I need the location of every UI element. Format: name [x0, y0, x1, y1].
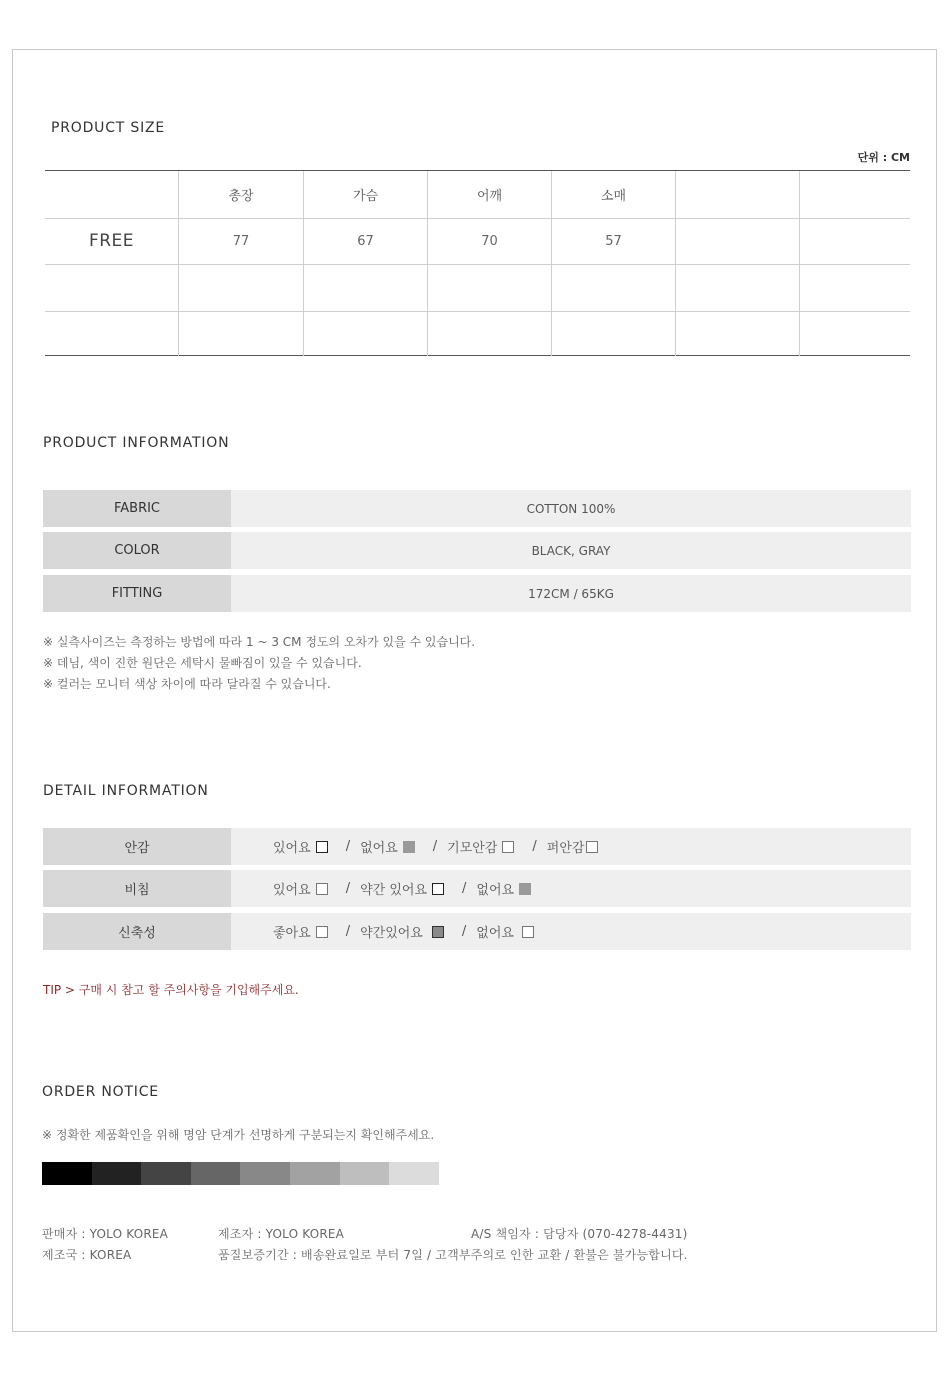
checkbox-unchecked[interactable] [586, 841, 598, 853]
table-cell [427, 311, 551, 356]
grayscale-swatch [42, 1162, 92, 1185]
option-item [447, 837, 514, 856]
table-row [45, 264, 910, 312]
footer-as-contact: A/S 책임자 : 담당자 (070-4278-4431) [471, 1227, 688, 1241]
order-notice-text: ※ 정확한 제품확인을 위해 명암 단계가 선명하게 구분되는지 확인해주세요. [42, 1128, 435, 1142]
option-separator: / [462, 881, 467, 896]
option-text: 있어요 [273, 883, 311, 898]
detail-row-lining [43, 828, 911, 865]
table-cell [799, 311, 910, 356]
detail-row-sheerness [43, 870, 911, 907]
note-measurement: ※ 실측사이즈는 측정하는 방법에 따라 1 ~ 3 CM 정도의 오차가 있을 수 있습니다. [43, 635, 476, 649]
option-separator: / [532, 839, 537, 854]
grayscale-swatch [141, 1162, 191, 1185]
note-color: ※ 컬러는 모니터 색상 차이에 따라 달라질 수 있습니다. [43, 677, 331, 691]
table-header-cell [799, 171, 910, 218]
table-cell [675, 311, 799, 356]
option-text: 없어요 [476, 883, 515, 898]
info-label: FITTING [43, 575, 231, 612]
table-cell: 57 [551, 218, 675, 264]
grayscale-swatch [191, 1162, 241, 1185]
table-cell [303, 264, 427, 311]
checkbox-unchecked[interactable] [432, 883, 444, 895]
detail-options [273, 828, 598, 865]
option-item [273, 922, 328, 941]
table-cell [45, 311, 178, 356]
footer-warranty: 품질보증기간 : 배송완료일로 부터 7일 / 고객부주의로 인한 교환 / 환불은 불가능합니다. [218, 1248, 688, 1262]
table-cell [303, 311, 427, 356]
size-unit-label: 단위 : CM [857, 151, 910, 164]
option-item [360, 837, 415, 856]
checkbox-checked[interactable] [403, 841, 415, 853]
table-header-cell [45, 171, 178, 218]
detail-row-elasticity [43, 913, 911, 950]
table-cell: 67 [303, 218, 427, 264]
checkbox-unchecked[interactable] [316, 926, 328, 938]
table-header-cell [675, 171, 799, 218]
grayscale-swatch [340, 1162, 390, 1185]
option-text: 퍼안감 [546, 841, 585, 856]
tip-text: TIP > 구매 시 참고 할 주의사항을 기입해주세요. [43, 983, 299, 997]
option-item [476, 922, 534, 941]
option-separator: / [345, 881, 351, 896]
table-header-cell: 가슴 [303, 171, 427, 218]
option-separator: / [345, 839, 351, 854]
table-cell: FREE [88, 231, 135, 251]
grayscale-swatch [389, 1162, 439, 1185]
option-item [273, 837, 328, 856]
option-text: 없어요 [476, 926, 514, 941]
table-cell [551, 311, 675, 356]
table-cell [799, 264, 910, 311]
table-header-cell: 어깨 [427, 171, 551, 218]
table-cell [427, 264, 551, 311]
footer-seller: 판매자 : YOLO KOREA [42, 1227, 169, 1241]
option-item [360, 879, 444, 898]
table-cell [675, 218, 799, 264]
option-text: 좋아요 [273, 926, 311, 941]
checkbox-unchecked[interactable] [502, 841, 514, 853]
detail-information-title: DETAIL INFORMATION [43, 783, 209, 799]
product-size-title: PRODUCT SIZE [51, 120, 166, 136]
table-row [45, 218, 910, 265]
order-notice-title: ORDER NOTICE [42, 1084, 159, 1100]
option-item [547, 837, 599, 856]
checkbox-checked[interactable] [519, 883, 531, 895]
detail-label: 안감 [43, 828, 231, 865]
table-header-cell: 소매 [551, 171, 675, 218]
table-header-cell: 총장 [178, 171, 303, 218]
checkbox-unchecked[interactable] [316, 841, 328, 853]
option-item [476, 879, 531, 898]
detail-options [273, 913, 534, 950]
info-value: COTTON 100% [526, 501, 616, 516]
info-row-color [43, 532, 911, 569]
size-table-header-row [45, 171, 910, 219]
footer-country: 제조국 : KOREA [42, 1248, 132, 1262]
option-text: 있어요 [273, 841, 311, 856]
table-cell [178, 311, 303, 356]
grayscale-swatch [240, 1162, 290, 1185]
table-cell [178, 264, 303, 311]
option-item [360, 922, 444, 941]
table-cell: 77 [178, 218, 303, 264]
table-cell [675, 264, 799, 311]
info-value: 172CM / 65KG [528, 586, 614, 601]
detail-label: 비침 [43, 870, 231, 907]
option-text: 약간있어요 [360, 926, 423, 941]
detail-label: 신축성 [43, 913, 231, 950]
detail-options [273, 870, 531, 907]
option-text: 기모안감 [447, 841, 498, 856]
table-cell [551, 264, 675, 311]
option-separator: / [345, 924, 351, 939]
table-cell [799, 218, 910, 264]
table-cell: 70 [427, 218, 551, 264]
info-value: BLACK, GRAY [531, 543, 611, 558]
info-label: COLOR [43, 532, 231, 569]
info-row-fitting [43, 575, 911, 612]
checkbox-unchecked[interactable] [316, 883, 328, 895]
table-row [45, 311, 910, 356]
option-separator: / [461, 924, 467, 939]
note-denim: ※ 데님, 색이 진한 원단은 세탁시 물빠짐이 있을 수 있습니다. [43, 656, 362, 670]
option-text: 약간 있어요 [360, 883, 428, 898]
info-row-fabric [43, 490, 911, 527]
info-label: FABRIC [43, 490, 231, 527]
table-cell [45, 264, 178, 311]
size-table [45, 170, 910, 356]
checkbox-checked[interactable] [432, 926, 444, 938]
option-text: 없어요 [360, 841, 398, 856]
product-information-title: PRODUCT INFORMATION [43, 435, 230, 451]
option-item [273, 879, 328, 898]
grayscale-swatch [290, 1162, 340, 1185]
footer-maker: 제조자 : YOLO KOREA [218, 1227, 345, 1241]
grayscale-swatch [92, 1162, 142, 1185]
checkbox-unchecked[interactable] [522, 926, 534, 938]
option-separator: / [432, 839, 438, 854]
